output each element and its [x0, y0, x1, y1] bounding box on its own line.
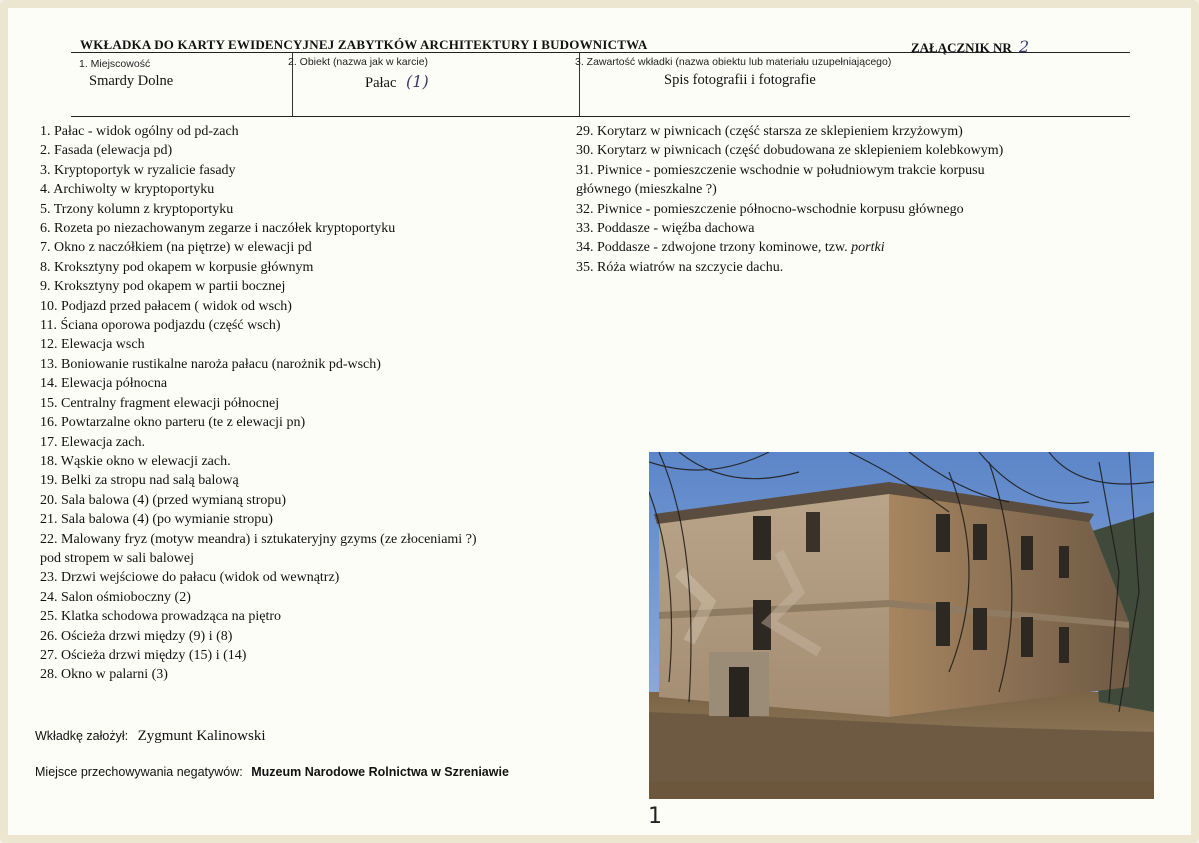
photo-list-left — [40, 122, 477, 685]
list-item: 11. Ściana oporowa podjazdu (część wsch) — [40, 318, 281, 334]
list-item: 5. Trzony kolumn z kryptoportyku — [40, 201, 234, 217]
list-item: 9. Kroksztyny pod okapem w partii bocznej — [40, 279, 286, 295]
list-item: 28. Okno w palarni (3) — [40, 667, 168, 683]
list-item: 4. Archiwolty w kryptoportyku — [40, 182, 215, 198]
attachment-number-handwritten: 2 — [1019, 37, 1030, 56]
list-item: 6. Rozeta po niezachowanym zegarze i naczółek kryptoportyku — [40, 221, 396, 237]
list-item: 27. Ościeża drzwi między (15) i (14) — [40, 647, 247, 663]
list-item: 19. Belki za stropu nad salą balową — [40, 473, 239, 489]
list-item: 3. Kryptoportyk w ryzalicie fasady — [40, 162, 236, 178]
list-item-text: 34. Poddasze - zdwojone trzony kominowe, tzw. — [576, 240, 848, 256]
storage-value: Muzeum Narodowe Rolnictwa w Szreniawie — [251, 765, 509, 779]
list-item-italic-term: portki — [851, 240, 885, 256]
list-item: 29. Korytarz w piwnicach (część starsza ze sklepieniem krzyżowym) — [576, 124, 963, 139]
list-item: 17. Elewacja zach. — [40, 434, 145, 450]
list-item: 12. Elewacja wsch — [40, 337, 145, 353]
list-item: 32. Piwnice - pomieszczenie północno-wschodnie korpusu głównego — [576, 201, 964, 217]
object-label: 2. Obiekt (nazwa jak w karcie) — [288, 56, 429, 68]
palace-photograph — [649, 452, 1154, 799]
list-item: 1. Pałac - widok ogólny od pd-zach — [40, 124, 239, 139]
object-value — [365, 72, 429, 92]
list-item — [576, 238, 1003, 257]
contents-value: Spis fotografii i fotografie — [664, 72, 816, 88]
list-item: 15. Centralny fragment elewacji północnej — [40, 395, 280, 411]
storage-label: Miejsce przechowywania negatywów: — [35, 765, 243, 779]
list-item: 2. Fasada (elewacja pd) — [40, 143, 173, 159]
list-item: 30. Korytarz w piwnicach (część dobudowana ze sklepieniem kolebkowym) — [576, 143, 1004, 159]
list-item: 7. Okno z naczółkiem (na piętrze) w elewacji pd — [40, 240, 312, 256]
author-line — [35, 728, 266, 745]
author-label: Wkładkę założył: — [35, 729, 129, 743]
list-item: 24. Salon ośmioboczny (2) — [40, 589, 191, 605]
photo-number: 1 — [648, 804, 662, 829]
list-item: 26. Ościeża drzwi między (9) i (8) — [40, 628, 233, 644]
list-item: 33. Poddasze - więźba dachowa — [576, 221, 755, 237]
list-item: 14. Elewacja północna — [40, 376, 168, 392]
list-item: 10. Podjazd przed pałacem ( widok od wsch) — [40, 298, 292, 314]
list-item: 31. Piwnice - pomieszczenie wschodnie w południowym trakcie korpusu — [576, 162, 985, 178]
locality-label: 1. Miejscowość — [79, 58, 151, 70]
photo-list-right — [576, 122, 1003, 277]
object-name: Pałac — [365, 75, 397, 91]
locality-value: Smardy Dolne — [89, 73, 174, 89]
list-item: 18. Wąskie okno w elewacji zach. — [40, 453, 231, 469]
storage-line — [35, 765, 509, 779]
list-item: 8. Kroksztyny pod okapem w korpusie głównym — [40, 259, 314, 275]
list-item: 35. Róża wiatrów na szczycie dachu. — [576, 259, 784, 275]
list-item: 21. Sala balowa (4) (po wymianie stropu) — [40, 512, 273, 528]
list-item: 25. Klatka schodowa prowadząca na piętro — [40, 609, 282, 625]
attachment-number — [911, 37, 1029, 56]
list-item: 16. Powtarzalne okno parteru (te z elewacji pn) — [40, 415, 306, 431]
author-name: Zygmunt Kalinowski — [137, 728, 266, 744]
list-item-continuation: pod stropem w sali balowej — [40, 550, 194, 566]
list-item: 20. Sala balowa (4) (przed wymianą stropu) — [40, 492, 287, 508]
list-item: 22. Malowany fryz (motyw meandra) i sztukateryjny gzyms (ze złoceniami ?) — [40, 531, 477, 547]
contents-label: 3. Zawartość wkładki (nazwa obiektu lub materiału uzupełniającego) — [575, 56, 892, 68]
list-item: 13. Boniowanie rustikalne naroża pałacu (narożnik pd-wsch) — [40, 356, 381, 372]
list-item-continuation: głównego (mieszkalne ?) — [576, 182, 717, 198]
object-number-handwritten: (1) — [406, 72, 429, 91]
header-top-rule — [71, 52, 1130, 53]
attachment-label: ZAŁĄCZNIK NR — [911, 40, 1012, 55]
sheet-title: WKŁADKA DO KARTY EWIDENCYJNEJ ZABYTKÓW ARCHITEKTURY I BUDOWNICTWA — [80, 37, 648, 52]
list-item: 23. Drzwi wejściowe do pałacu (widok od wewnątrz) — [40, 570, 340, 586]
header-bottom-rule — [71, 116, 1130, 117]
palace-photo-illustration — [649, 452, 1154, 799]
